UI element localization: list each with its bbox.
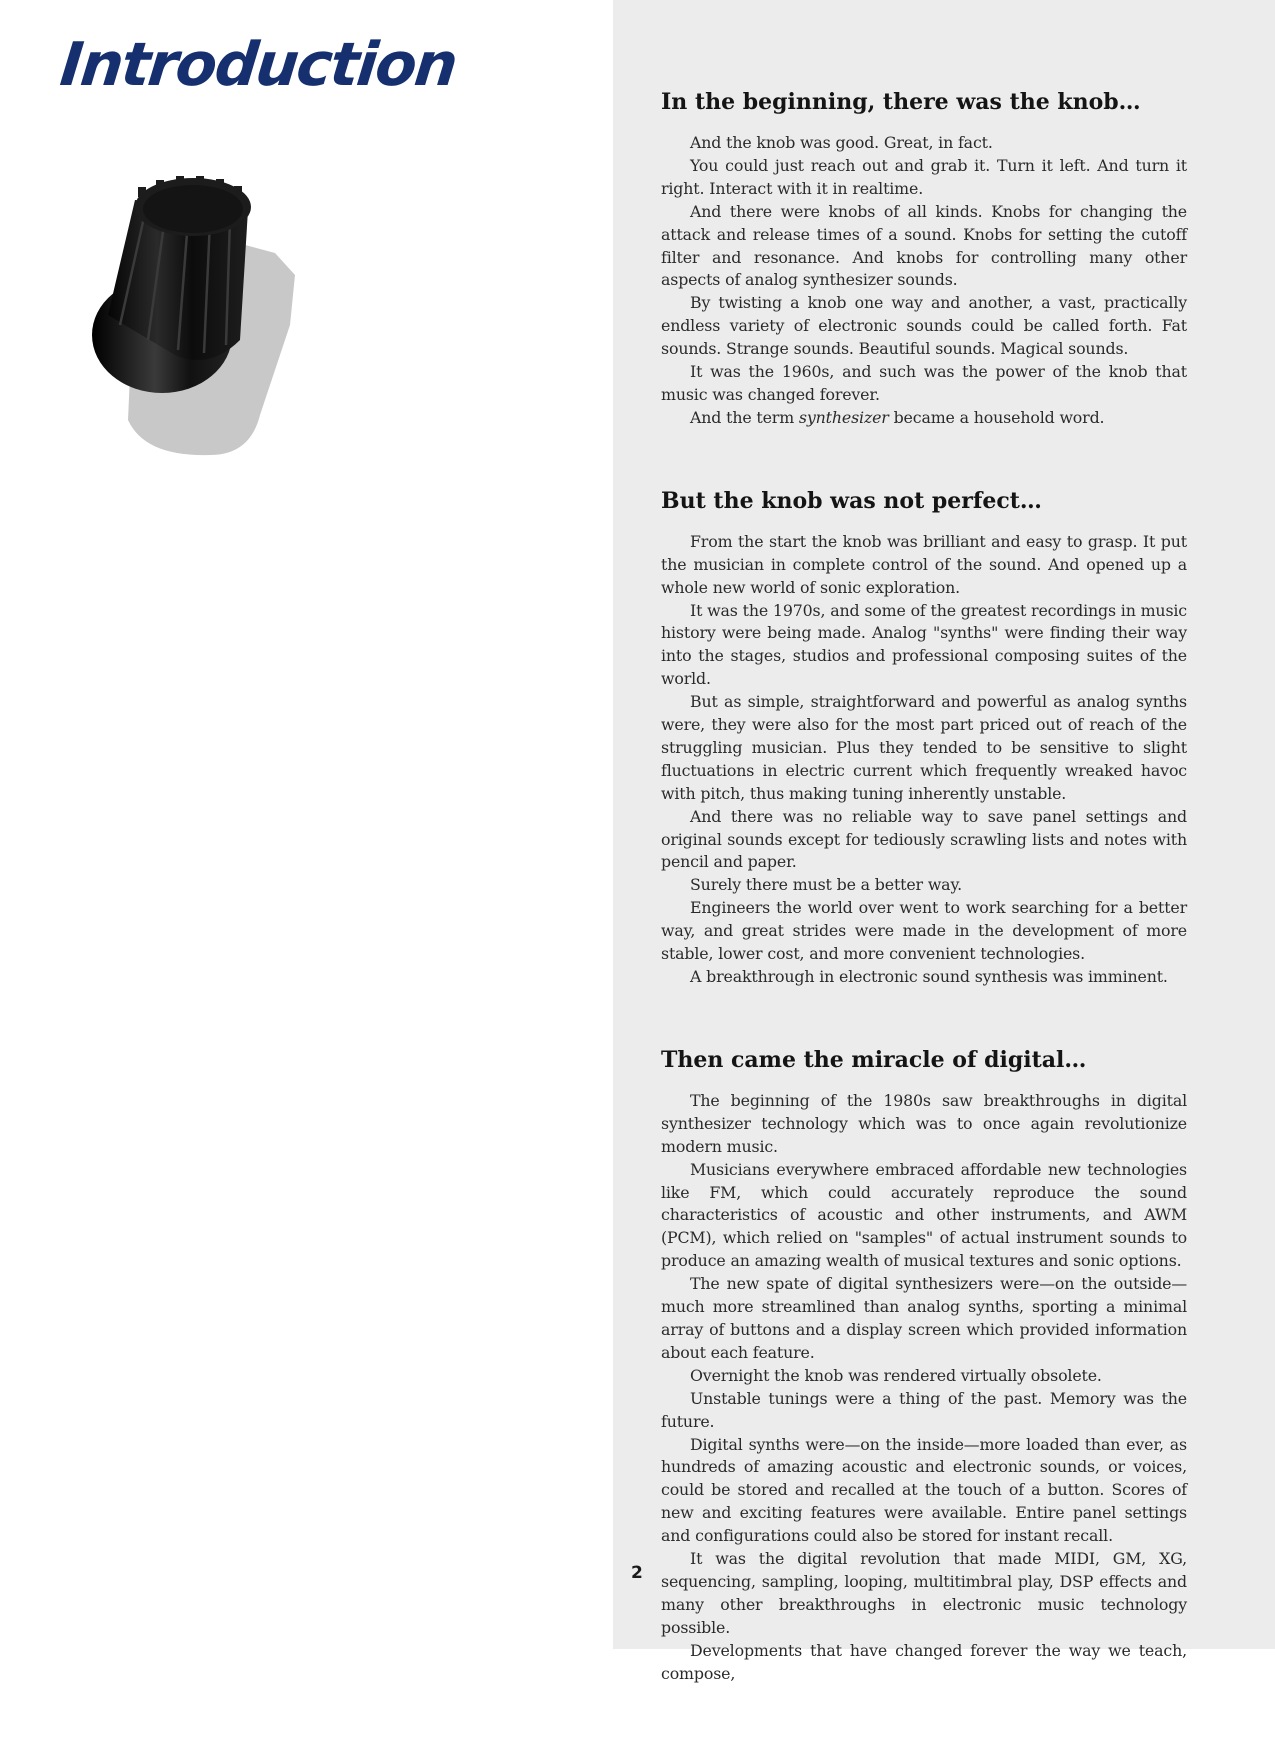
paragraph: Developments that have changed forever the way we teach, compose,	[661, 1640, 1187, 1683]
paragraph: It was the 1970s, and some of the greatest recordings in music history were being made. Analog "synths" were finding their way into the stages, studios and professional composing suites of the world.	[661, 600, 1187, 689]
paragraph	[661, 407, 1187, 430]
page-number: 2	[631, 1563, 643, 1583]
paragraph: Musicians everywhere embraced affordable new technologies like FM, which could accurately reproduce the sound characteristics of acoustic and other instruments, and AWM (PCM), which relied on "samples" of actual instrument sounds to produce an amazing wealth of musical textures and sonic options.	[661, 1159, 1187, 1271]
section-heading: But the knob was not perfect…	[661, 487, 1042, 514]
text-run: And the term	[690, 407, 799, 427]
article-body	[661, 88, 1187, 1742]
knob-icon	[90, 175, 320, 480]
paragraph: And the knob was good. Great, in fact.	[690, 133, 993, 152]
paragraph: Engineers the world over went to work searching for a better way, and great strides were made in the development of more stable, lower cost, and more convenient technologies.	[661, 898, 1187, 964]
paragraph: A breakthrough in electronic sound synthesis was imminent.	[690, 967, 1168, 986]
section-digital	[661, 1046, 1187, 1686]
paragraph: The beginning of the 1980s saw breakthroughs in digital synthesizer technology which was to once again revolutionize modern music.	[661, 1090, 1187, 1156]
paragraph: Overnight the knob was rendered virtually obsolete.	[690, 1365, 1102, 1385]
paragraph: Digital synths were—on the inside—more loaded than ever, as hundreds of amazing acoustic and electronic sounds, or voices, could be stored and recalled at the touch of a button. Scores of new and exciting features were available. Entire panel settings and configurations could also be stored for instant recall.	[661, 1434, 1187, 1546]
paragraph: By twisting a knob one way and another, a vast, practically endless variety of electronic sounds could be called forth. Fat sounds. Strange sounds. Beautiful sounds. Magical sounds.	[661, 293, 1187, 359]
emphasis-term: synthesizer	[798, 407, 889, 427]
paragraph: You could just reach out and grab it. Turn it left. And turn it right. Interact with it in realtime.	[661, 155, 1187, 198]
paragraph: It was the 1960s, and such was the power of the knob that music was changed forever.	[661, 362, 1187, 404]
text-run: became a household word.	[888, 407, 1105, 427]
section-heading: Then came the miracle of digital…	[661, 1046, 1087, 1073]
section-knob	[661, 88, 1187, 430]
paragraph: Surely there must be a better way.	[690, 875, 963, 895]
paragraph: And there was no reliable way to save panel settings and original sounds except for tediously scrawling lists and notes with pencil and paper.	[661, 806, 1187, 872]
paragraph: From the start the knob was brilliant and easy to grasp. It put the musician in complete control of the sound. And opened up a whole new world of sonic exploration.	[661, 531, 1187, 597]
paragraph: Unstable tunings were a thing of the past. Memory was the future.	[661, 1388, 1187, 1431]
paragraph: But as simple, straightforward and powerful as analog synths were, they were also for the most part priced out of reach of the struggling musician. Plus they tended to be sensitive to slight fluctuations in electric current which frequently wreaked havoc with pitch, thus making tuning inherently unstable.	[661, 692, 1187, 803]
section-heading: In the beginning, there was the knob…	[661, 89, 1141, 115]
paragraph: The new spate of digital synthesizers were—on the outside—much more streamlined than analog synths, sporting a minimal array of buttons and a display screen which provided information about each feature.	[661, 1274, 1187, 1362]
section-not-perfect	[661, 487, 1187, 989]
page-title: Introduction	[57, 30, 460, 100]
paragraph: It was the digital revolution that made MIDI, GM, XG, sequencing, sampling, looping, multitimbral play, DSP effects and many other breakthroughs in electronic music technology possible.	[661, 1549, 1187, 1637]
paragraph: And there were knobs of all kinds. Knobs for changing the attack and release times of a sound. Knobs for setting the cutoff filter and resonance. And knobs for controlling many other aspects of analog synthesizer sounds.	[661, 201, 1187, 290]
